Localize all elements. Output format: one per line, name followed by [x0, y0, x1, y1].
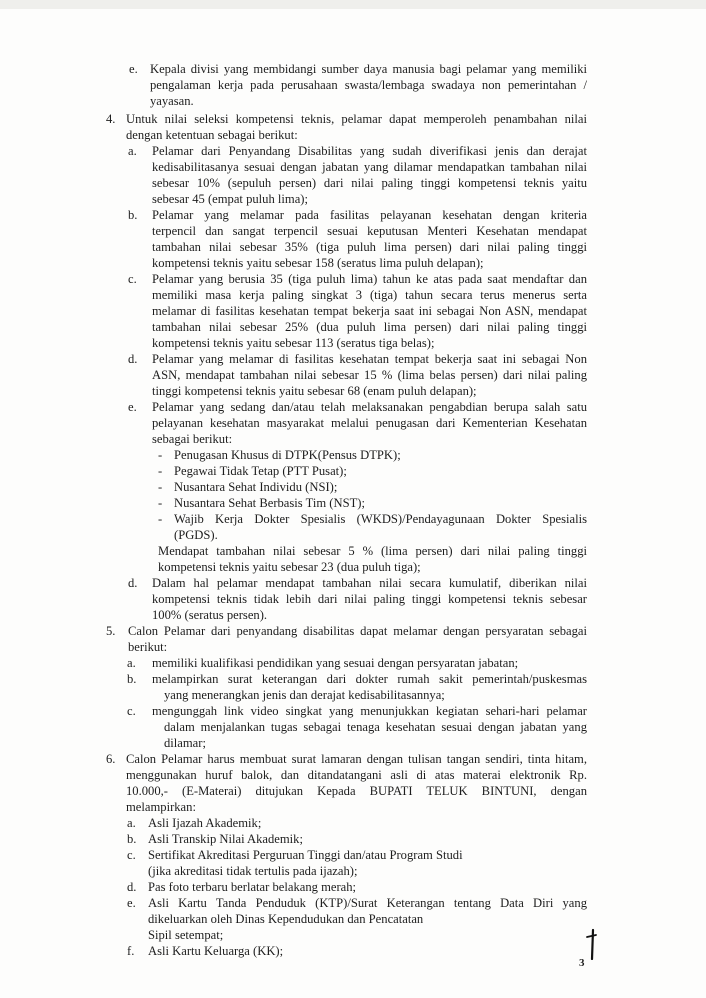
page-number: 3 — [579, 957, 585, 969]
text-line: Sipil setempat; — [148, 928, 224, 942]
text-line: Pegawai Tidak Tetap (PTT Pusat); — [174, 464, 347, 478]
text-line: Untuk nilai seleksi kompetensi teknis, pelamar dapat memperoleh penambahan nilai — [126, 112, 587, 126]
text-line: Penugasan Khusus di DTPK(Pensus DTPK); — [174, 448, 401, 462]
text-line: dilamar; — [164, 736, 206, 750]
text-line: memiliki masa kerja paling singkat 3 (tiga) tahun secara terus menerus serta — [152, 288, 587, 302]
text-line: kompetensi teknis yaitu sebesar 158 (seratus lima puluh delapan); — [152, 256, 484, 270]
list-marker: d. — [128, 576, 138, 590]
scan-top-edge — [0, 0, 706, 9]
text-line: terpencil dan sangat terpencil sesuai keputusan Menteri Kesehatan mendapat — [152, 224, 587, 238]
text-line: yayasan. — [150, 94, 194, 108]
list-marker: c. — [127, 704, 136, 718]
list-marker: e. — [128, 400, 137, 414]
text-line: tinggi kompetensi teknis yaitu sebesar 68 (enam puluh delapan); — [152, 384, 477, 398]
list-marker: b. — [127, 832, 137, 846]
text-line: Mendapat tambahan nilai sebesar 5 % (lima persen) dari nilai paling tinggi — [158, 544, 587, 558]
list-marker: c. — [128, 272, 137, 286]
text-line: Asli Transkip Nilai Akademik; — [148, 832, 303, 846]
bullet-dash: - — [158, 448, 163, 462]
text-line: (jika akreditasi tidak tertulis pada ijazah); — [148, 864, 358, 878]
list-marker: c. — [127, 848, 136, 862]
text-line: kompetensi teknis yaitu sebesar 113 (seratus tiga belas); — [152, 336, 435, 350]
text-line: (PGDS). — [174, 528, 218, 542]
list-marker: f. — [127, 944, 135, 958]
text-line: tambahan nilai sebesar 35% (tiga puluh lima persen) dari nilai paling tinggi — [152, 240, 587, 254]
bullet-dash: - — [158, 512, 163, 526]
list-marker: d. — [127, 880, 137, 894]
text-line: Asli Kartu Tanda Penduduk (KTP)/Surat Keterangan tentang Data Diri yang — [148, 896, 587, 910]
text-line: ASN, mendapat tambahan nilai sebesar 15 % (lima belas persen) dari nilai paling — [152, 368, 587, 382]
text-line: sebesar 10% (sepuluh persen) dari nilai paling tinggi kompetensi teknis yaitu — [152, 176, 587, 190]
text-line: Pelamar yang melamar pada fasilitas pelayanan kesehatan dengan kriteria — [152, 208, 587, 222]
text-line: Asli Ijazah Akademik; — [148, 816, 262, 830]
text-line: Pelamar yang sedang dan/atau telah melaksanakan pengabdian berupa salah satu — [152, 400, 587, 414]
text-line: sebesar 45 (empat puluh lima); — [152, 192, 308, 206]
list-marker: a. — [127, 816, 136, 830]
text-line: tambahan nilai sebesar 25% (dua puluh lima persen) dari nilai paling tinggi — [152, 320, 587, 334]
list-marker: b. — [127, 672, 137, 686]
text-line: Kepala divisi yang membidangi sumber daya manusia bagi pelamar yang memiliki — [150, 62, 587, 76]
list-marker: a. — [127, 656, 136, 670]
handwritten-mark-icon — [584, 928, 600, 960]
text-line: Pelamar yang melamar di fasilitas kesehatan tempat bekerja saat ini sebagai Non — [152, 352, 587, 366]
text-line: Pelamar yang berusia 35 (tiga puluh lima) tahun ke atas pada saat mendaftar dan — [152, 272, 587, 286]
text-line: Calon Pelamar dari penyandang disabilitas dapat melamar dengan persyaratan sebagai — [128, 624, 587, 638]
text-line: dikeluarkan oleh Dinas Kependudukan dan Pencatatan — [148, 912, 424, 926]
list-marker: e. — [129, 62, 138, 76]
text-line: dengan ketentuan sebagai berikut: — [126, 128, 298, 142]
text-line: berikut: — [128, 640, 168, 654]
bullet-dash: - — [158, 480, 163, 494]
text-line: Asli Kartu Keluarga (KK); — [148, 944, 284, 958]
text-line: kompetensi teknis yaitu sebesar 23 (dua puluh tiga); — [158, 560, 421, 574]
text-line: kompetensi teknis tidak lebih dari nilai paling tinggi kompetensi teknis sebesar — [152, 592, 587, 606]
text-line: melamar di fasilitas kesehatan tempat bekerja saat ini sebagai Non ASN, mendapat — [152, 304, 587, 318]
list-marker: 5. — [106, 624, 116, 638]
text-line: pengalaman kerja pada perusahaan swasta/lembaga swadaya non pemerintahan / — [150, 78, 587, 92]
text-line: Wajib Kerja Dokter Spesialis (WKDS)/Pendayagunaan Dokter Spesialis — [174, 512, 587, 526]
text-line: Pas foto terbaru berlatar belakang merah; — [148, 880, 357, 894]
text-line: Calon Pelamar harus membuat surat lamaran dengan tulisan tangan sendiri, tinta hitam, — [126, 752, 587, 766]
bullet-dash: - — [158, 496, 163, 510]
text-line: yang menerangkan jenis dan derajat kedisabilitasannya; — [164, 688, 445, 702]
list-marker: b. — [128, 208, 138, 222]
text-line: Pelamar dari Penyandang Disabilitas yang sudah diverifikasi jenis dan derajat — [152, 144, 587, 158]
list-marker: d. — [128, 352, 138, 366]
text-line: kedisabilitasanya sesuai dengan jabatan yang dilamar mendapatkan tambahan nilai — [152, 160, 587, 174]
text-line: mengunggah link video singkat yang menunjukkan kegiatan sehari-hari pelamar — [152, 704, 587, 718]
list-marker: a. — [128, 144, 137, 158]
text-line: Nusantara Sehat Berbasis Tim (NST); — [174, 496, 365, 510]
list-marker: e. — [127, 896, 136, 910]
list-marker: 6. — [106, 752, 116, 766]
text-line: pelayanan kesehatan masyarakat melalui penugasan dari Kementerian Kesehatan — [152, 416, 587, 430]
text-line: Sertifikat Akreditasi Perguruan Tinggi dan/atau Program Studi — [148, 848, 463, 862]
text-line: 10.000,- (E-Materai) ditujukan Kepada BUPATI TELUK BINTUNI, dengan — [126, 784, 587, 798]
text-line: 100% (seratus persen). — [152, 608, 268, 622]
text-line: memiliki kualifikasi pendidikan yang sesuai dengan persyaratan jabatan; — [152, 656, 519, 670]
text-line: dalam menjalankan tugas sebagai tenaga kesehatan sesuai dengan jabatan yang — [164, 720, 587, 734]
text-line: Dalam hal pelamar mendapat tambahan nilai secara kumulatif, diberikan nilai — [152, 576, 587, 590]
text-line: melampirkan: — [126, 800, 196, 814]
text-line: melampirkan surat keterangan dari dokter rumah sakit pemerintah/puskesmas — [152, 672, 587, 686]
bullet-dash: - — [158, 464, 163, 478]
list-marker: 4. — [106, 112, 116, 126]
text-line: Nusantara Sehat Individu (NSI); — [174, 480, 338, 494]
text-line: menggunakan huruf balok, dan ditandatangani asli di atas materai elektronik Rp. — [126, 768, 587, 782]
text-line: sebagai berikut: — [152, 432, 233, 446]
